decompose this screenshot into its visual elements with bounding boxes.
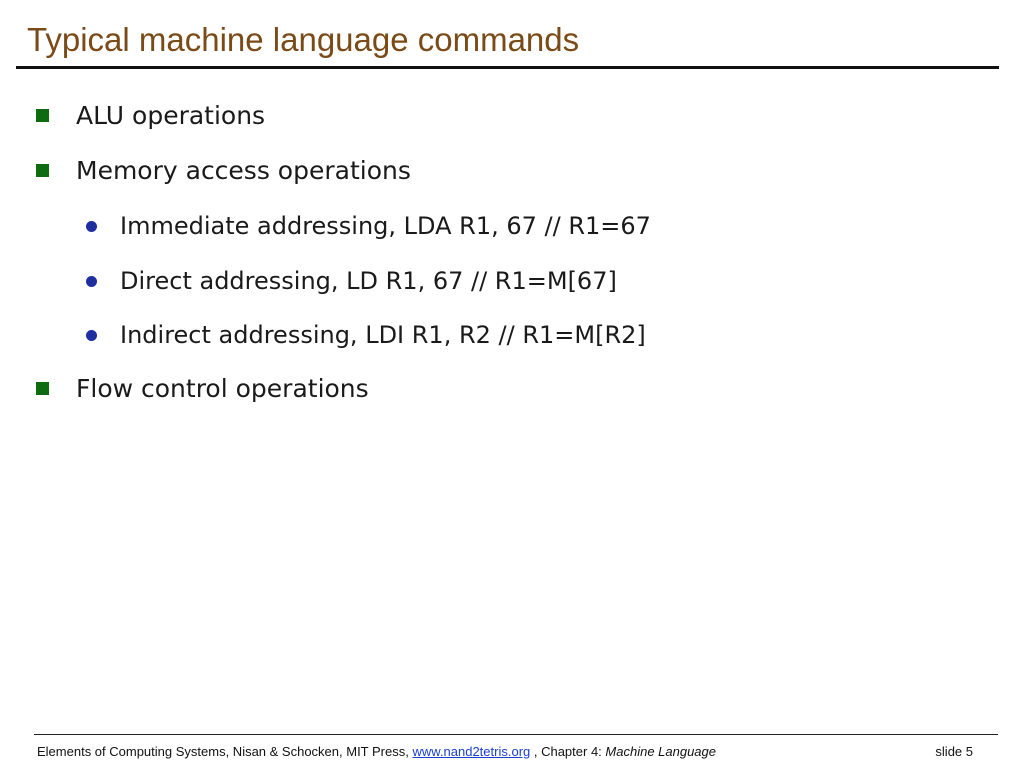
round-bullet-icon — [86, 221, 97, 232]
square-bullet-icon — [36, 382, 49, 395]
slide-title: Typical machine language commands — [27, 21, 580, 58]
footer-link[interactable]: www.nand2tetris.org — [412, 744, 531, 759]
sub-bullet-text: Indirect addressing, LDI R1, R2 // R1=M[R2] — [120, 321, 646, 349]
round-bullet-icon — [86, 276, 97, 287]
footer-chapter-title: Machine Language — [605, 744, 716, 759]
footer-credit: Elements of Computing Systems, Nisan & Schocken, MIT Press, — [37, 744, 413, 759]
square-bullet-icon — [36, 109, 49, 122]
footer-divider — [34, 734, 998, 735]
slide-number: slide 5 — [935, 744, 973, 759]
sub-bullet-text: Immediate addressing, LDA R1, 67 // R1=67 — [120, 212, 651, 240]
round-bullet-icon — [86, 330, 97, 341]
bullet-text: Memory access operations — [76, 156, 411, 185]
footer-chapter-label: , Chapter 4: — [530, 744, 606, 759]
sub-bullet-text: Direct addressing, LD R1, 67 // R1=M[67] — [120, 267, 617, 295]
bullet-text: ALU operations — [76, 101, 266, 130]
bullet-text: Flow control operations — [76, 374, 369, 403]
footer — [37, 744, 973, 759]
square-bullet-icon — [36, 164, 49, 177]
